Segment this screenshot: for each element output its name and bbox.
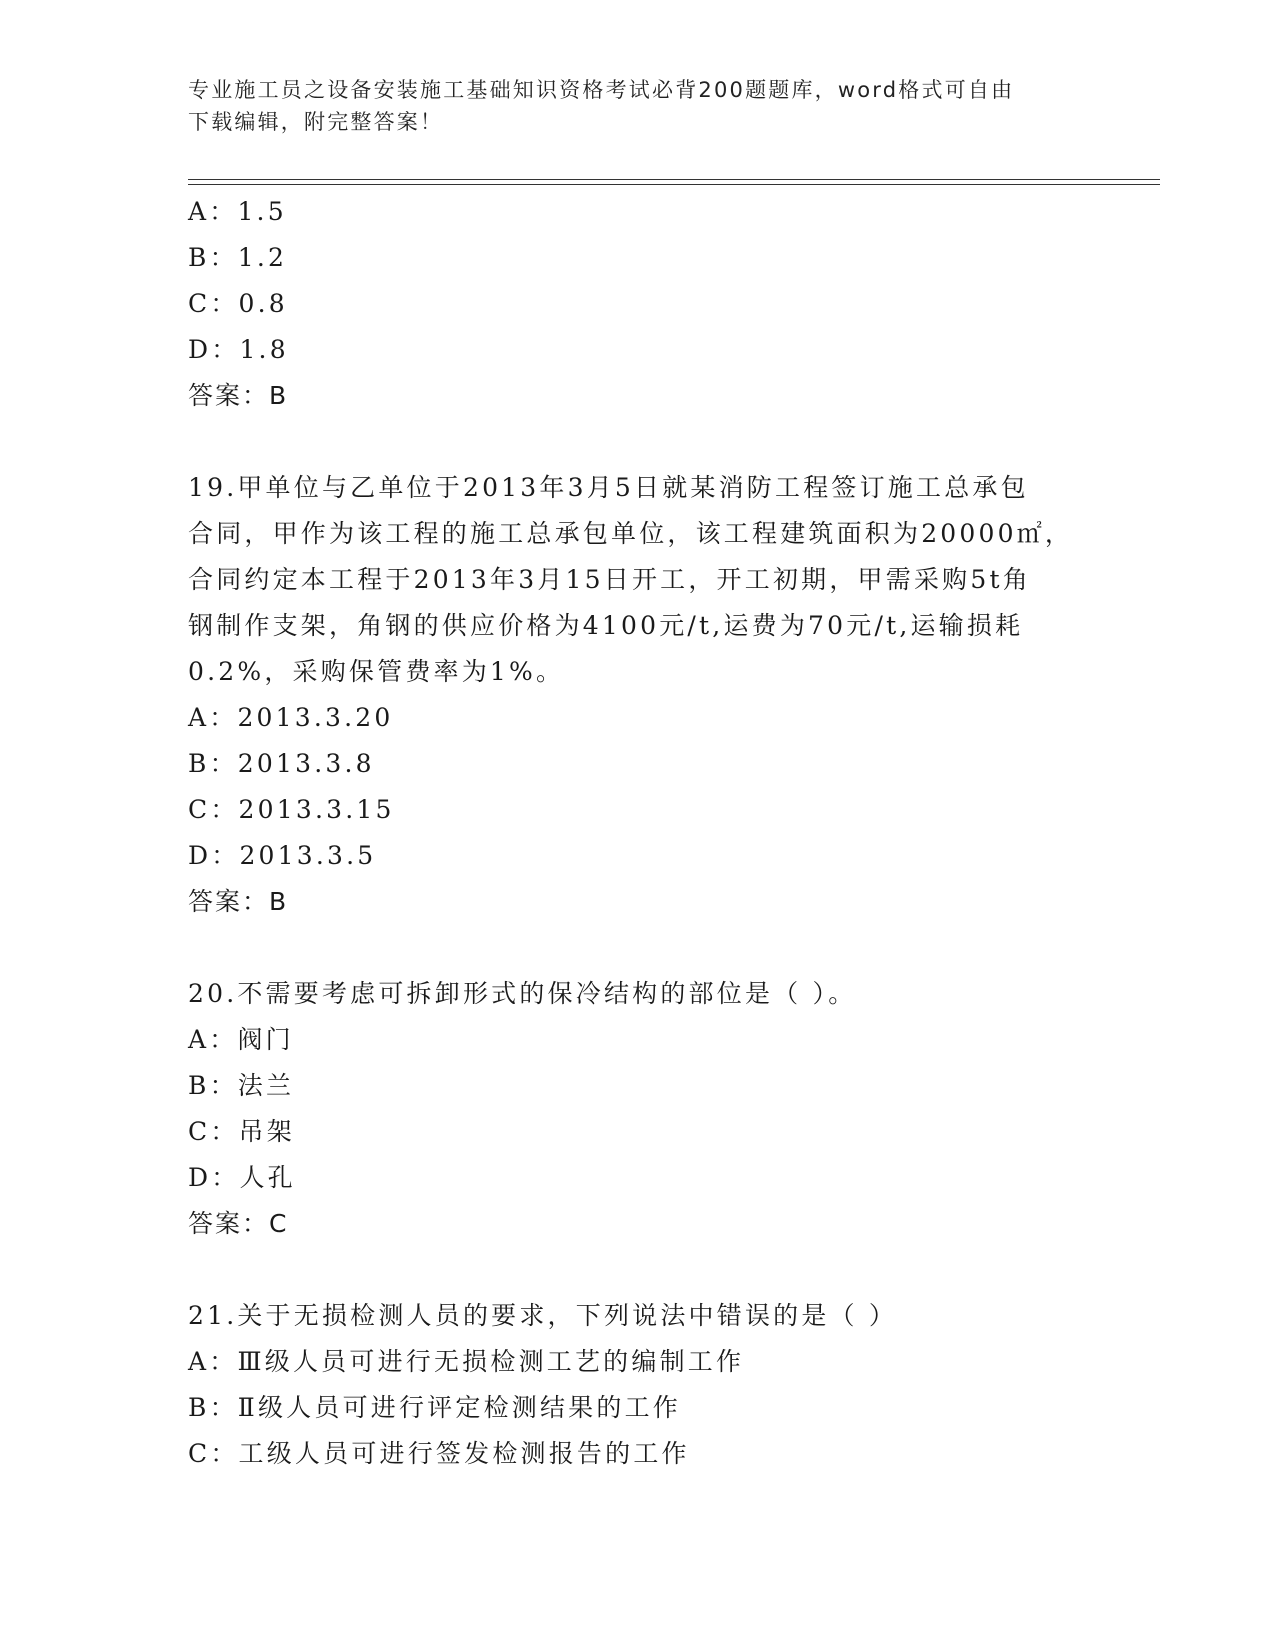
option-a: A：阀门 — [188, 1025, 294, 1054]
document-header — [188, 74, 1088, 138]
answer: 答案：B — [188, 381, 289, 410]
question-text-line: 合同，甲作为该工程的施工总承包单位，该工程建筑面积为20000㎡， — [188, 519, 1074, 548]
question-text-line: 19.甲单位与乙单位于2013年3月5日就某消防工程签订施工总承包 — [188, 473, 1029, 502]
question-18 — [188, 189, 1088, 419]
option-c: C：工级人员可进行签发检测报告的工作 — [188, 1439, 690, 1468]
option-b: B：法兰 — [188, 1071, 295, 1100]
question-20 — [188, 971, 1088, 1247]
spacer — [188, 925, 1088, 971]
question-text-line: 20.不需要考虑可拆卸形式的保冷结构的部位是（ ）。 — [188, 979, 857, 1008]
option-c: C：0.8 — [188, 289, 288, 318]
option-d: D：1.8 — [188, 335, 289, 364]
question-19 — [188, 465, 1088, 925]
option-b: B：1.2 — [188, 243, 288, 272]
question-text-line: 0.2%，采购保管费率为1%。 — [188, 657, 565, 686]
option-a: A：1.5 — [188, 197, 287, 226]
option-b: B：Ⅱ级人员可进行评定检测结果的工作 — [188, 1393, 681, 1422]
option-b: B：2013.3.8 — [188, 749, 375, 778]
header-divider-top — [188, 179, 1160, 180]
question-content — [188, 189, 1088, 1477]
option-a: A：Ⅲ级人员可进行无损检测工艺的编制工作 — [188, 1347, 745, 1376]
option-c: C：吊架 — [188, 1117, 295, 1146]
option-d: D：人孔 — [188, 1163, 296, 1192]
header-divider-bottom — [188, 184, 1160, 185]
question-text-line: 钢制作支架，角钢的供应价格为4100元/t,运费为70元/t,运输损耗 — [188, 611, 1024, 640]
option-c: C：2013.3.15 — [188, 795, 395, 824]
header-line-1: 专业施工员之设备安装施工基础知识资格考试必背200题题库，word格式可自由 — [188, 78, 1015, 102]
option-d: D：2013.3.5 — [188, 841, 377, 870]
question-text-line: 21.关于无损检测人员的要求，下列说法中错误的是（ ） — [188, 1301, 898, 1330]
question-21 — [188, 1293, 1088, 1477]
option-a: A：2013.3.20 — [188, 703, 394, 732]
spacer — [188, 419, 1088, 465]
answer: 答案：B — [188, 887, 289, 916]
spacer — [188, 1247, 1088, 1293]
header-line-2: 下载编辑，附完整答案！ — [188, 110, 444, 134]
answer: 答案：C — [188, 1209, 289, 1238]
question-text-line: 合同约定本工程于2013年3月15日开工，开工初期，甲需采购5t角 — [188, 565, 1031, 594]
